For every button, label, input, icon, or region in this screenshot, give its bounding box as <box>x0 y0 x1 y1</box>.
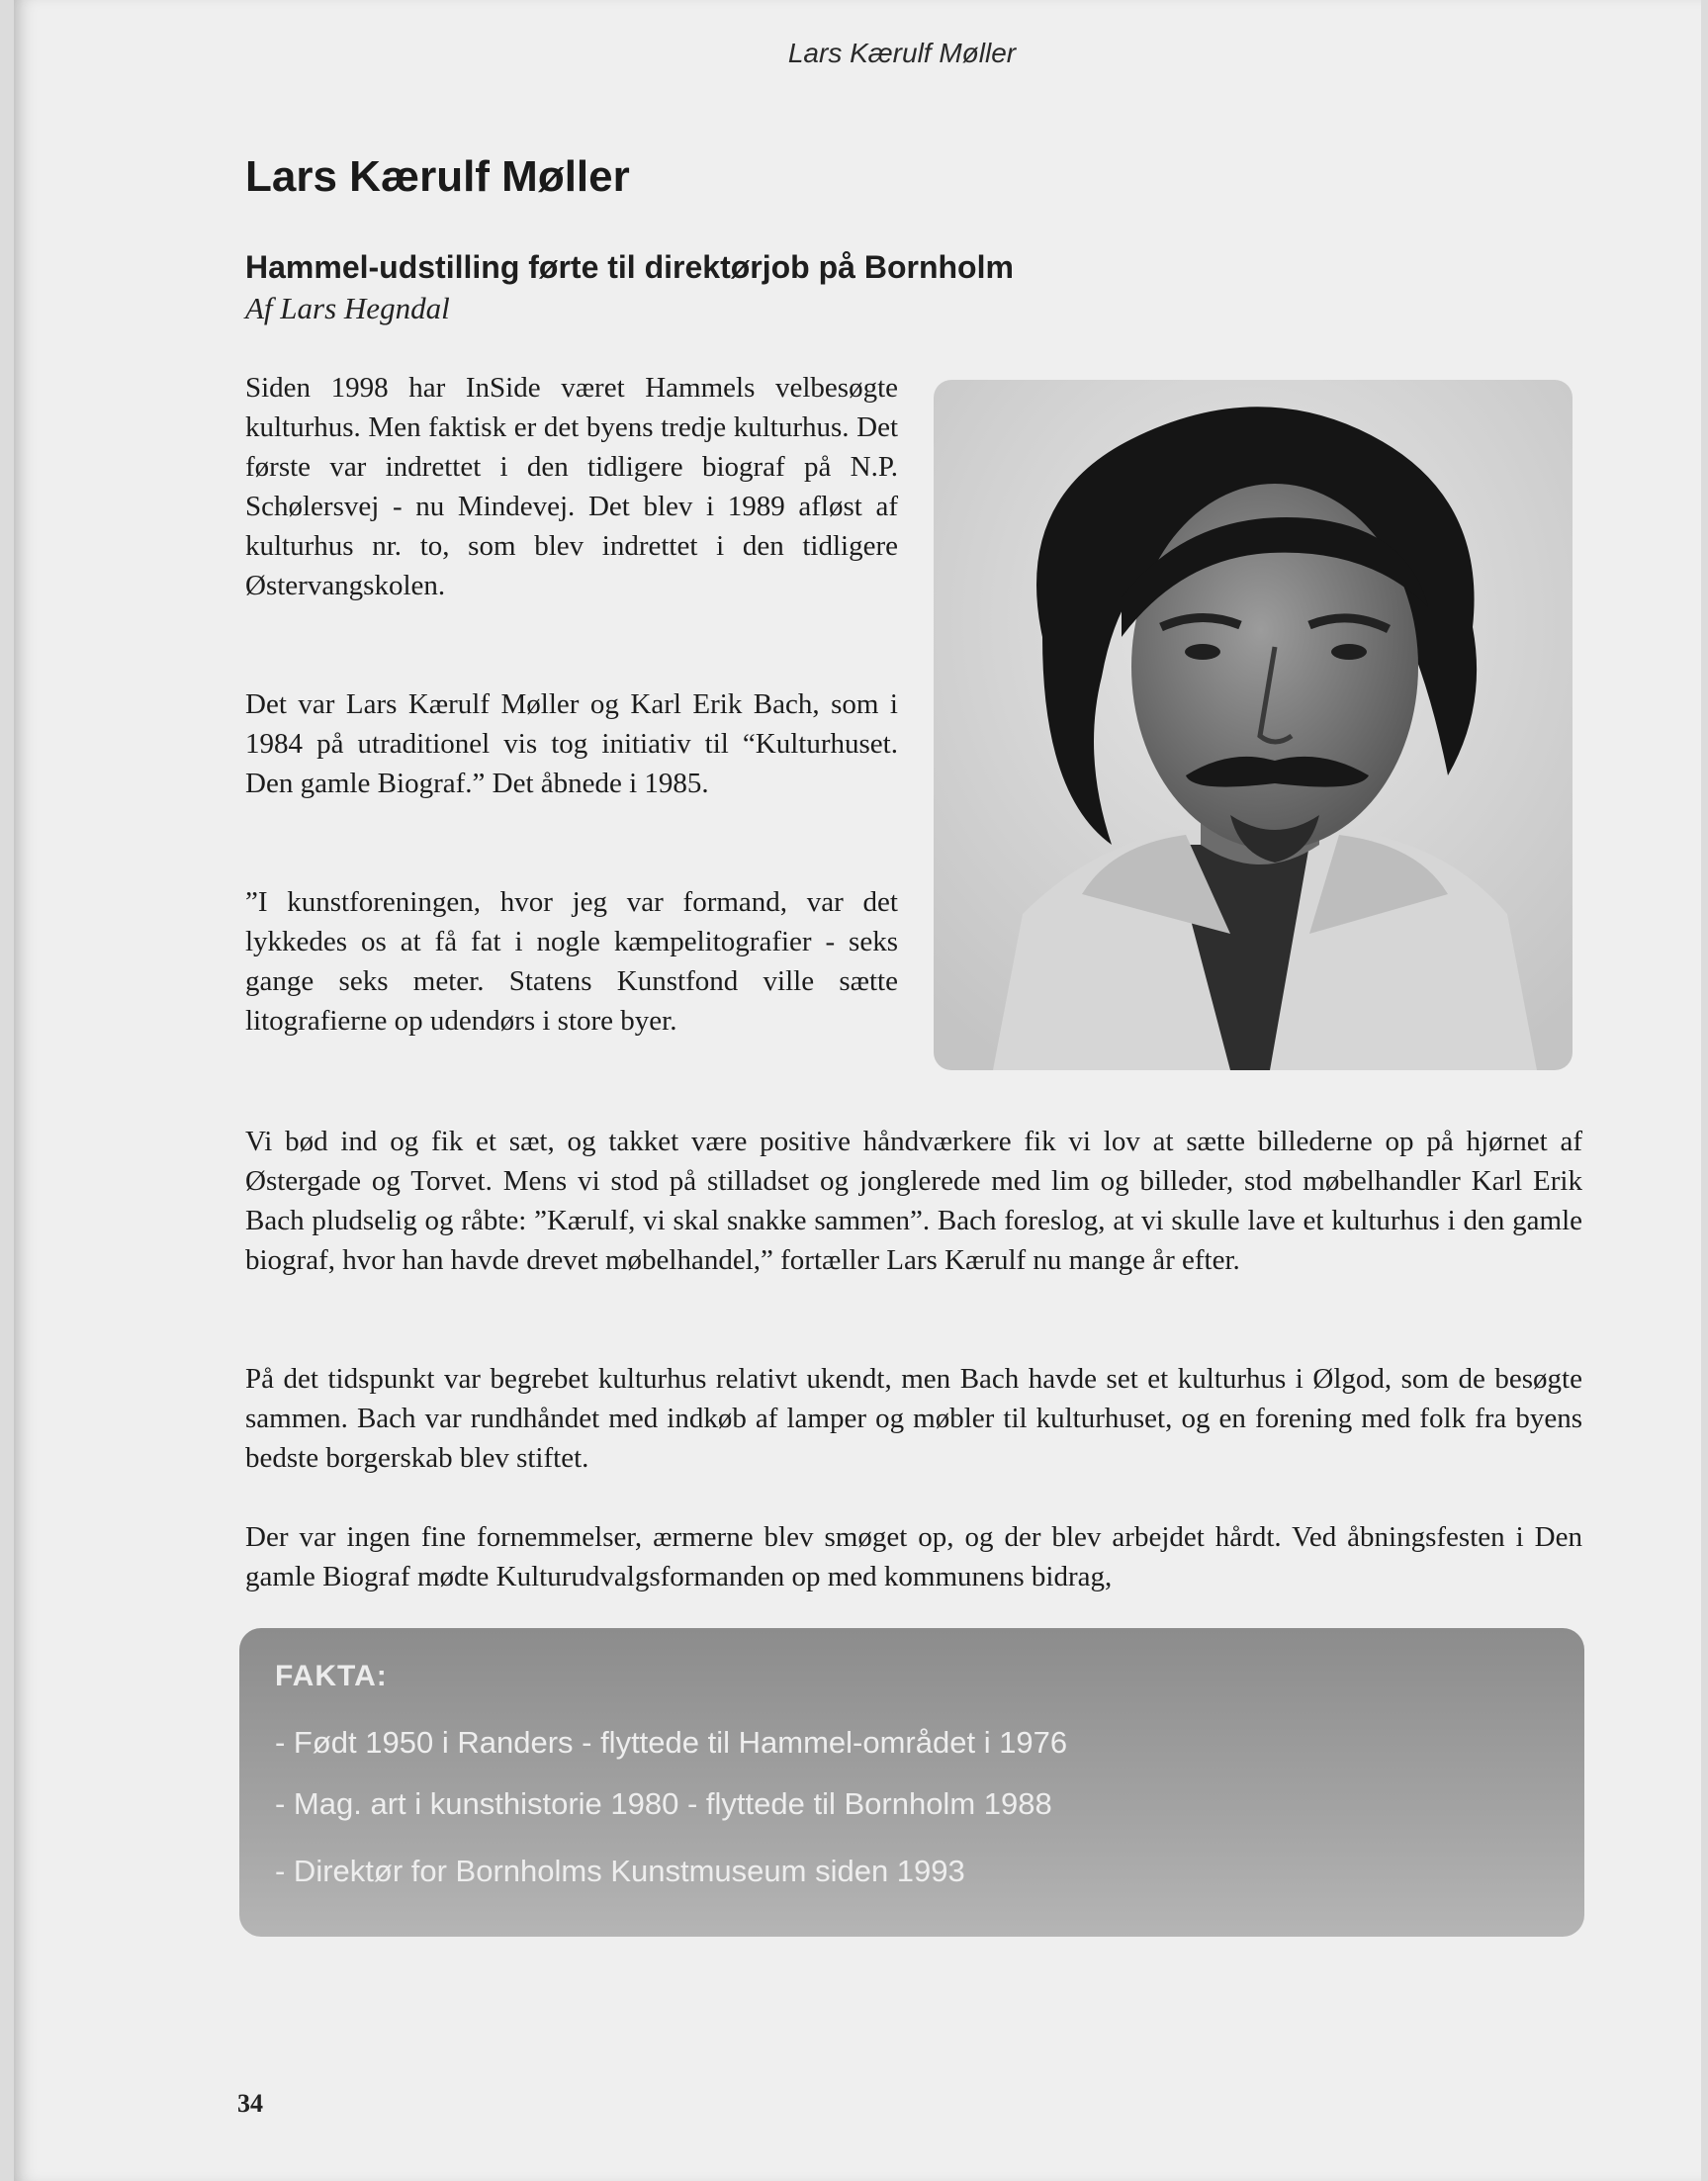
paragraph-2: Det var Lars Kærulf Møller og Karl Erik Bach, som i 1984 på utraditionel vis tog initiativ til “Kulturhuset. Den gamle Biograf.” Det åbnede i 1985. <box>245 688 898 799</box>
fakta-item: - Født 1950 i Randers - flyttede til Hammel-området i 1976 <box>275 1725 1068 1760</box>
article-title: Lars Kærulf Møller <box>245 152 630 201</box>
fakta-item: - Mag. art i kunsthistorie 1980 - flyttede til Bornholm 1988 <box>275 1786 1052 1821</box>
fakta-heading: FAKTA: <box>275 1660 388 1692</box>
portrait-illustration <box>934 380 1573 1070</box>
byline: Af Lars Hegndal <box>245 291 450 325</box>
paragraph-6: Der var ingen fine fornemmelser, ærmerne blev smøget op, og der blev arbejdet hårdt. Ved åbningsfesten i Den gamle Biograf mødte Kulturudvalgsformanden op med kommunens bidrag, <box>245 1521 1582 1592</box>
page <box>14 0 1701 2181</box>
paragraph-4: Vi bød ind og fik et sæt, og takket være positive håndværkere fik vi lov at sætte billederne op på hjørnet af Østergade og Torvet. Mens vi stod på stilladset og jonglerede med lim og billeder, stod møbelhandler Karl Erik Bach pludselig og råbte: ”Kærulf, vi skal snakke sammen”. Bach foreslog, at vi skulle lave et kulturhus i den gamle biograf, hvor han havde drevet møbelhandel,” fortæller Lars Kærulf nu mange år efter. <box>245 1126 1582 1276</box>
portrait-photo <box>934 380 1573 1070</box>
paragraph-5: På det tidspunkt var begrebet kulturhus relativt ukendt, men Bach havde set et kulturhus i Ølgod, som de besøgte sammen. Bach var rundhåndet med indkøb af lamper og møbler til kulturhuset, og en forening med folk fra byens bedste borgerskab blev stiftet. <box>245 1363 1582 1474</box>
paragraph-1: Siden 1998 har InSide været Hammels velbesøgte kulturhus. Men faktisk er det byens tredje kulturhus. Det første var indrettet i den tidligere biograf på N.P. Schølersvej - nu Mindevej. Det blev i 1989 afløst af kulturhus nr. to, som blev indrettet i den tidligere Østervangskolen. <box>245 372 898 601</box>
fakta-box <box>239 1628 1584 1937</box>
page-number: 34 <box>237 2089 263 2118</box>
running-head: Lars Kærulf Møller <box>787 38 1017 68</box>
paragraph-3: ”I kunstforeningen, hvor jeg var formand, var det lykkedes os at få fat i nogle kæmpelitografier - seks gange seks meter. Statens Kunstfond ville sætte litografierne op udendørs i store byer. <box>245 886 898 1037</box>
article-subtitle: Hammel-udstilling førte til direktørjob på Bornholm <box>245 249 1014 285</box>
fakta-item: - Direktør for Bornholms Kunstmuseum siden 1993 <box>275 1854 965 1888</box>
